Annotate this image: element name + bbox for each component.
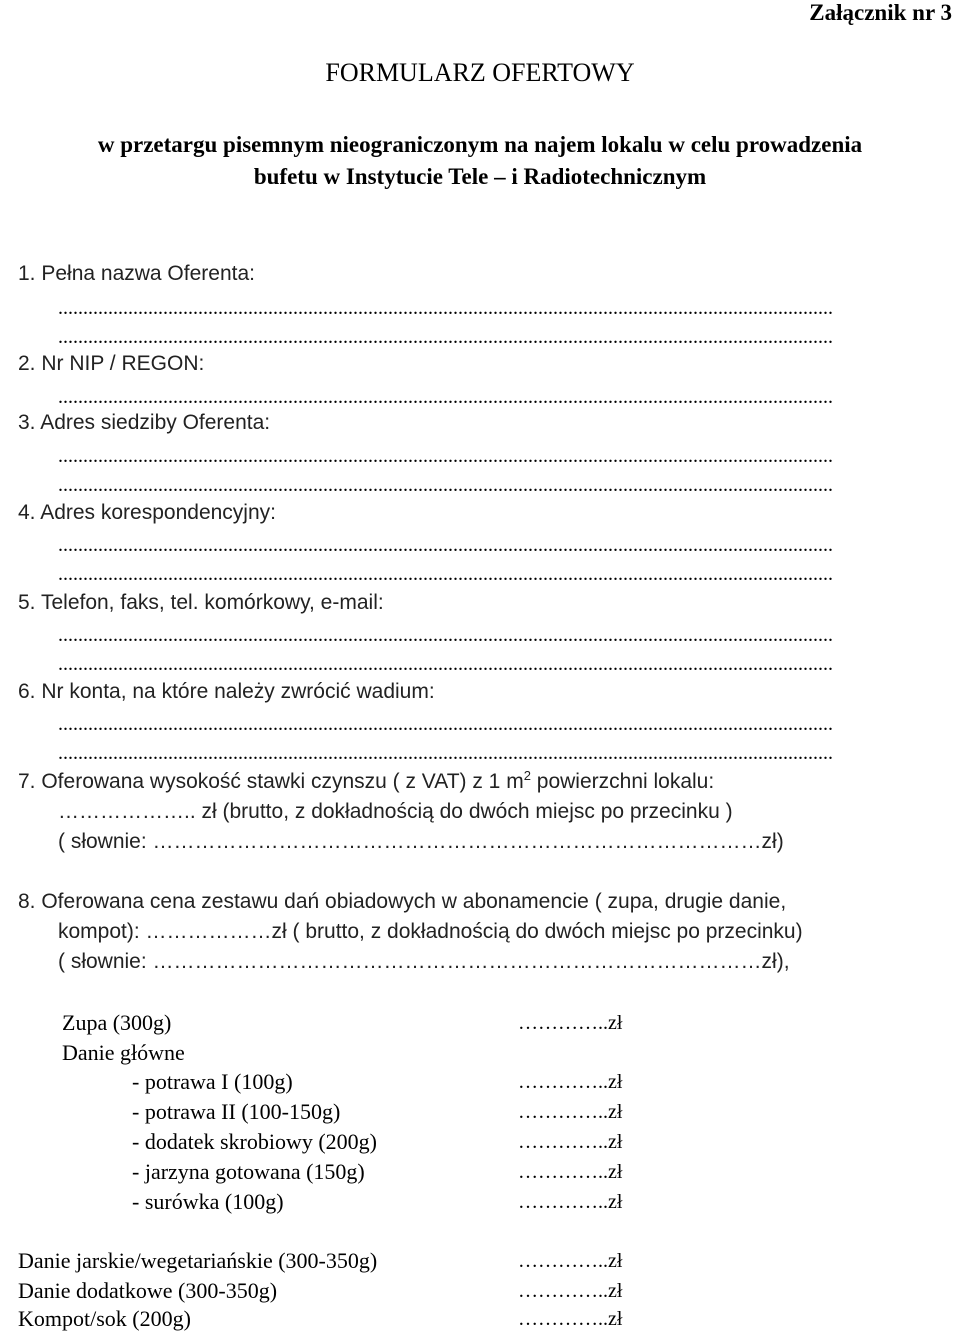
menu-veg-label: - jarzyna gotowana (150g) (132, 1159, 365, 1184)
field-label-bank-account: 6. Nr konta, na które należy zwrócić wadium: (18, 680, 435, 703)
menu-drink-price[interactable]: …………..zł (518, 1308, 623, 1330)
menu-vegetarian-label: Danie jarskie/wegetariańskie (300-350g) (18, 1248, 378, 1273)
fill-line-full-name-1[interactable]: ........................................................................................................................................................... (58, 298, 833, 318)
field-label-seat-address: 3. Adres siedziby Oferenta: (18, 411, 271, 434)
field-label-contact: 5. Telefon, faks, tel. komórkowy, e-mail: (18, 591, 384, 614)
meal-price-amount-line[interactable]: kompot): ………………zł ( brutto, z dokładnością do dwóch miejsc po przecinku) (58, 920, 803, 943)
fill-line-nip-regon[interactable]: ........................................................................................................................................................... (58, 387, 833, 407)
fill-line-bank-account-1[interactable]: ........................................................................................................................................................... (58, 714, 833, 734)
menu-soup-label: Zupa (300g) (62, 1010, 172, 1035)
rent-rate-label-sup: 2 (523, 768, 531, 783)
menu-dish-1-label: - potrawa I (100g) (132, 1069, 293, 1094)
rent-rate-words-line[interactable]: ( słownie: ……………………………………………………………………………zł) (58, 830, 784, 853)
fill-line-correspondence-1[interactable]: ........................................................................................................................................................... (58, 535, 833, 555)
fill-line-contact-2[interactable]: ........................................................................................................................................................... (58, 654, 833, 674)
menu-starch-label: - dodatek skrobiowy (200g) (132, 1129, 378, 1154)
menu-dish-2-price[interactable]: …………..zł (518, 1101, 623, 1123)
fill-line-correspondence-2[interactable]: ........................................................................................................................................................... (58, 564, 833, 584)
menu-additional-price[interactable]: …………..zł (518, 1280, 623, 1302)
meal-price-words-line[interactable]: ( słownie: ……………………………………………………………………………zł), (58, 950, 790, 973)
attachment-number: Załącznik nr 3 (809, 0, 952, 25)
menu-starch-price[interactable]: …………..zł (518, 1131, 623, 1153)
form-title: FORMULARZ OFERTOWY (325, 58, 635, 87)
menu-salad-label: - surówka (100g) (132, 1189, 284, 1214)
meal-price-label: 8. Oferowana cena zestawu dań obiadowych w abonamencie ( zupa, drugie danie, (18, 890, 787, 913)
fill-line-seat-address-1[interactable]: ........................................................................................................................................................... (58, 446, 833, 466)
rent-rate-label-text: 7. Oferowana wysokość stawki czynszu ( z VAT) z 1 m (18, 770, 524, 793)
menu-drink-label: Kompot/sok (200g) (18, 1306, 191, 1331)
menu-dish-2-label: - potrawa II (100-150g) (132, 1099, 341, 1124)
fill-line-full-name-2[interactable]: ........................................................................................................................................................... (58, 327, 833, 347)
form-subtitle-line1: w przetargu pisemnym nieograniczonym na najem lokalu w celu prowadzenia (97, 132, 863, 157)
rent-rate-label-text-end: powierzchni lokalu: (530, 770, 715, 793)
menu-vegetarian-price[interactable]: …………..zł (518, 1250, 623, 1272)
rent-rate-amount-line[interactable]: ……………….. zł (brutto, z dokładnością do dwóch miejsc po przecinku ) (58, 800, 733, 823)
menu-main-label: Danie główne (62, 1040, 185, 1065)
field-label-correspondence-address: 4. Adres korespondencyjny: (18, 501, 276, 524)
menu-veg-price[interactable]: …………..zł (518, 1161, 623, 1183)
fill-line-seat-address-2[interactable]: ........................................................................................................................................................... (58, 475, 833, 495)
fill-line-bank-account-2[interactable]: ........................................................................................................................................................... (58, 743, 833, 763)
menu-dish-1-price[interactable]: …………..zł (518, 1071, 623, 1093)
field-label-nip-regon: 2. Nr NIP / REGON: (18, 352, 205, 375)
form-subtitle-line2: bufetu w Instytucie Tele – i Radiotechnicznym (253, 164, 707, 189)
menu-additional-label: Danie dodatkowe (300-350g) (18, 1278, 278, 1303)
menu-soup-price[interactable]: …………..zł (518, 1012, 623, 1034)
fill-line-contact-1[interactable]: ........................................................................................................................................................... (58, 625, 833, 645)
field-label-full-name: 1. Pełna nazwa Oferenta: (18, 262, 255, 285)
menu-salad-price[interactable]: …………..zł (518, 1191, 623, 1213)
rent-rate-label (18, 768, 714, 794)
